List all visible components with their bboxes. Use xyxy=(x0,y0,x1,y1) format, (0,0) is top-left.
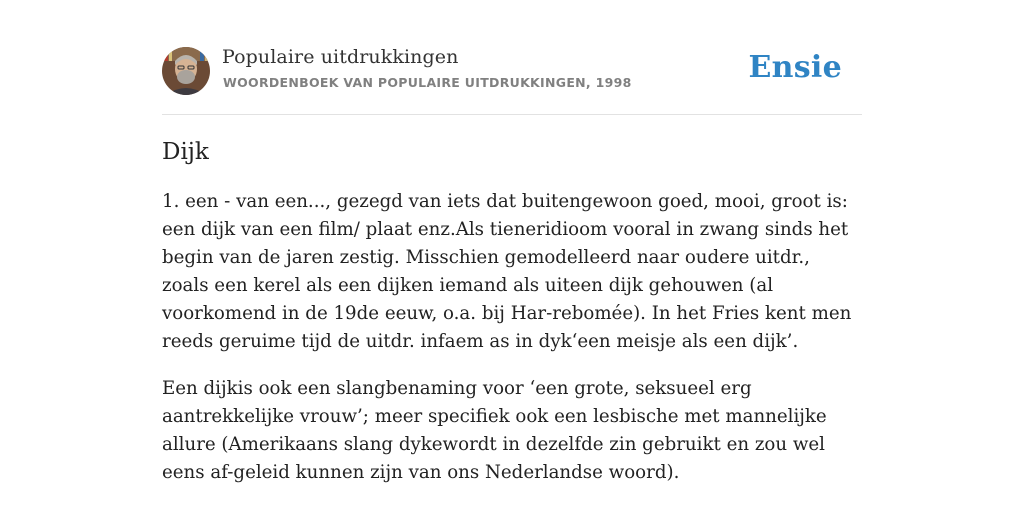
source-header xyxy=(162,44,862,115)
author-portrait-icon xyxy=(162,47,210,95)
avatar[interactable] xyxy=(162,47,210,95)
entry-card xyxy=(162,44,862,487)
entry-headword: Dijk xyxy=(162,139,209,165)
definition-paragraph: 1. een - van een..., gezegd van iets dat buitengewoon goed, mooi, groot is: een dijk van een film/ plaat enz.Als tieneridioom vooral in zwang sinds het begin van de jaren zestig. Misschien gemodelleerd naar oudere uitdr., zoals een kerel als een dijken iemand als uiteen dijk gehouwen (al voorkomend in de 19de eeuw, o.a. bij Har-rebomée). In het Fries kent men reeds geruime tijd de uitdr. infaem as in dyk‘een meisje als een dijk’. xyxy=(162,191,852,352)
definition-paragraph: Een dijkis ook een slangbenaming voor ‘een grote, seksueel erg aantrekkelijke vrouw’; meer specifiek ook een lesbische met mannelijke allure (Amerikaans slang dykewordt in dezelfde zin gebruikt en zou wel eens af-geleid kunnen zijn van ons Nederlandse woord). xyxy=(162,378,827,483)
brand-logo[interactable]: Ensie xyxy=(748,50,842,85)
source-subtitle: WOORDENBOEK VAN POPULAIRE UITDRUKKINGEN, 1998 xyxy=(223,75,632,90)
source-title[interactable]: Populaire uitdrukkingen xyxy=(222,46,459,68)
